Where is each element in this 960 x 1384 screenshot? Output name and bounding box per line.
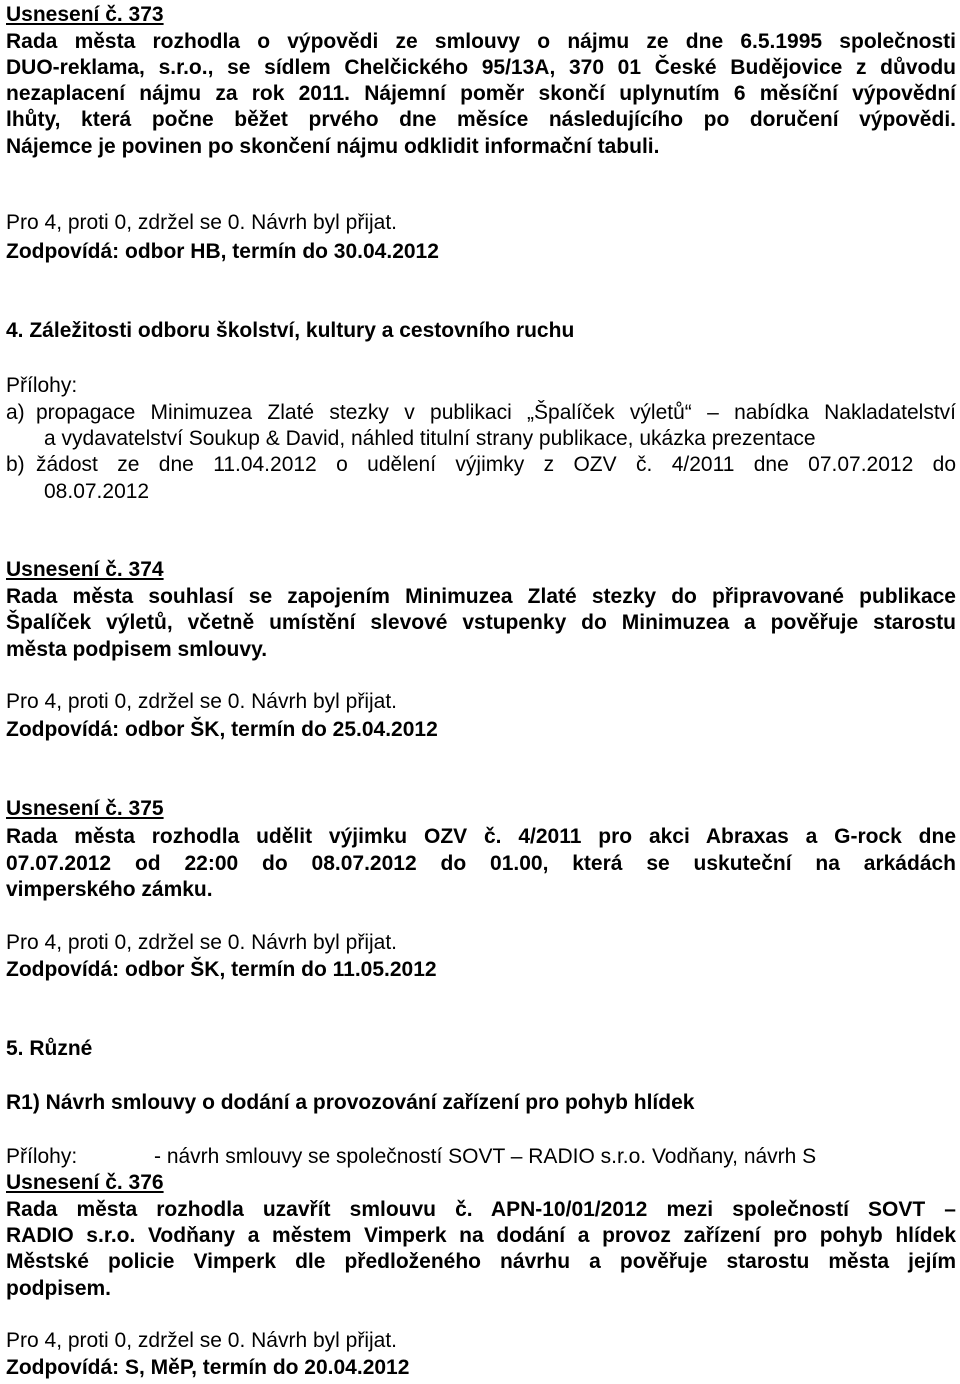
resolution-373-text-line: lhůty, která počne běžet prvého dne měsíce následujícího po doručení výpovědi. — [6, 108, 956, 131]
section-4-item-b — [6, 452, 956, 478]
resolution-373-text-line: DUO-reklama, s.r.o., se sídlem Chelčického 95/13A, 370 01 České Budějovice z důvodu — [6, 56, 956, 79]
resolution-375-responsible: Zodpovídá: odbor ŠK, termín do 11.05.2012 — [6, 958, 437, 981]
section-4-item-b-cont: 08.07.2012 — [44, 480, 150, 503]
item-b-text: žádost ze dne 11.04.2012 o udělení výjimky z OZV č. 4/2011 dne 07.07.2012 do — [36, 453, 956, 476]
resolution-376-responsible: Zodpovídá: S, MěP, termín do 20.04.2012 — [6, 1356, 410, 1379]
section-4-title: 4. Záležitosti odboru školství, kultury a cestovního ruchu — [6, 319, 575, 342]
item-a-label: a) — [6, 401, 25, 424]
resolution-376-text-line: RADIO s.r.o. Vodňany a městem Vimperk na dodání a provoz zařízení pro pohyb hlídek — [6, 1224, 956, 1247]
resolution-374-heading: Usnesení č. 374 — [6, 558, 164, 581]
resolution-376-text-line: podpisem. — [6, 1277, 112, 1300]
section-4-attachments-label: Přílohy: — [6, 374, 78, 397]
resolution-373-text-line: Nájemce je povinen po skončení nájmu odklidit informační tabuli. — [6, 135, 660, 158]
resolution-375-text-line: 07.07.2012 od 22:00 do 08.07.2012 do 01.00, která se uskuteční na arkádách — [6, 852, 956, 875]
section-5-attachments-label: Přílohy: — [6, 1145, 78, 1168]
resolution-373-vote: Pro 4, proti 0, zdržel se 0. Návrh byl přijat. — [6, 211, 397, 234]
section-5-attachments — [6, 1144, 956, 1170]
resolution-374-text-line: města podpisem smlouvy. — [6, 638, 268, 661]
resolution-376-text-line: Městské policie Vimperk dle předloženého návrhu a pověřuje starostu města jejím — [6, 1250, 956, 1273]
resolution-375-text-line: Rada města rozhodla udělit výjimku OZV č. 4/2011 pro akci Abraxas a G-rock dne — [6, 825, 956, 848]
item-a-text: propagace Minimuzea Zlaté stezky v publikaci „Špalíček výletů“ – nabídka Nakladatelství — [36, 401, 956, 424]
section-5-r1-title: R1) Návrh smlouvy o dodání a provozování zařízení pro pohyb hlídek — [6, 1091, 695, 1114]
section-5-title: 5. Různé — [6, 1037, 93, 1060]
section-4-item-a — [6, 400, 956, 426]
section-4-item-a-cont: a vydavatelství Soukup & David, náhled titulní strany publikace, ukázka prezentace — [44, 427, 816, 450]
item-b-label: b) — [6, 453, 25, 476]
section-5-attachments-text: - návrh smlouvy se společností SOVT – RADIO s.r.o. Vodňany, návrh S — [154, 1145, 817, 1168]
resolution-376-vote: Pro 4, proti 0, zdržel se 0. Návrh byl přijat. — [6, 1329, 397, 1352]
resolution-373-text-line: nezaplacení nájmu za rok 2011. Nájemní poměr skončí uplynutím 6 měsíční výpovědní — [6, 82, 956, 105]
resolution-373-responsible: Zodpovídá: odbor HB, termín do 30.04.2012 — [6, 240, 439, 263]
resolution-374-text-line: Špalíček výletů, včetně umístění slevové vstupenky do Minimuzea a pověřuje starostu — [6, 611, 956, 634]
resolution-375-text-line: vimperského zámku. — [6, 878, 213, 901]
resolution-376-text-line: Rada města rozhodla uzavřít smlouvu č. APN-10/01/2012 mezi společností SOVT – — [6, 1198, 956, 1221]
resolution-373-text-line: Rada města rozhodla o výpovědi ze smlouvy o nájmu ze dne 6.5.1995 společnosti — [6, 30, 956, 53]
resolution-374-vote: Pro 4, proti 0, zdržel se 0. Návrh byl přijat. — [6, 690, 397, 713]
resolution-376-heading: Usnesení č. 376 — [6, 1171, 164, 1194]
resolution-373-heading: Usnesení č. 373 — [6, 3, 164, 26]
resolution-375-heading: Usnesení č. 375 — [6, 797, 164, 820]
resolution-374-text-line: Rada města souhlasí se zapojením Minimuzea Zlaté stezky do připravované publikace — [6, 585, 956, 608]
resolution-375-vote: Pro 4, proti 0, zdržel se 0. Návrh byl přijat. — [6, 931, 397, 954]
resolution-374-responsible: Zodpovídá: odbor ŠK, termín do 25.04.2012 — [6, 718, 438, 741]
